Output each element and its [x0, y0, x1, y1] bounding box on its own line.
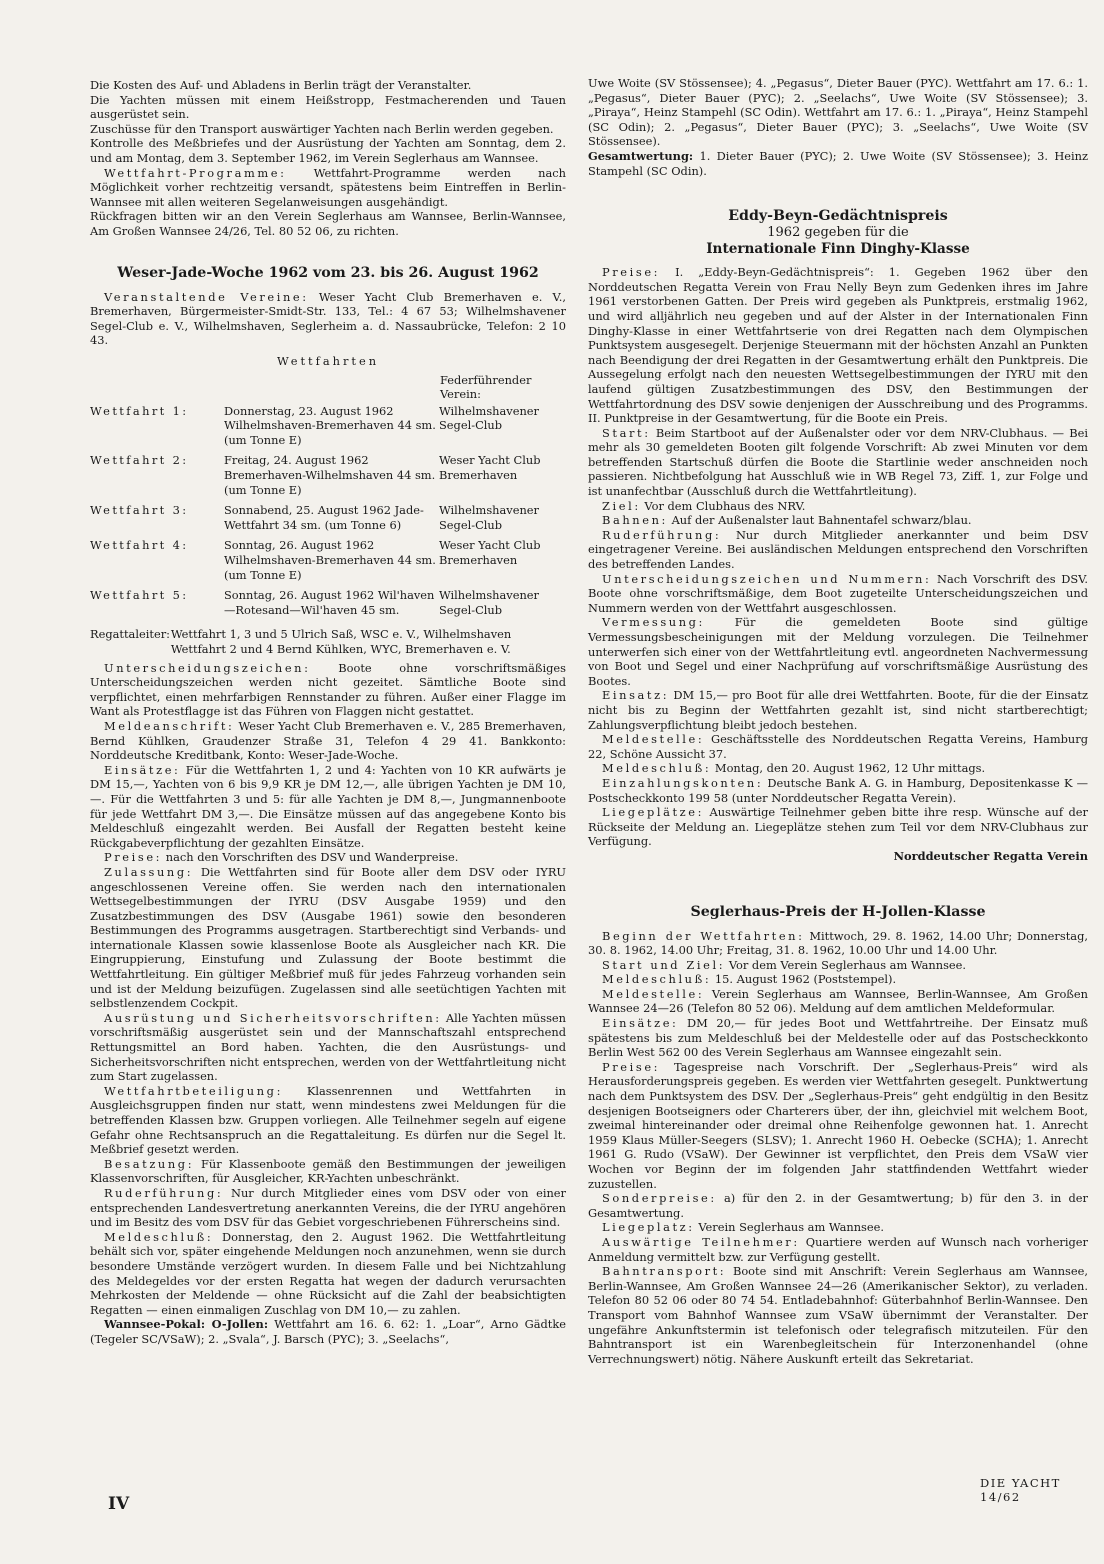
section-paragraph [588, 688, 1088, 732]
section-label: Veranstaltende Vereine: [104, 289, 309, 304]
race-label: Wettfahrt 4: [90, 538, 189, 553]
gesamtwertung-paragraph [588, 149, 1088, 178]
wettfahrten-header: Wettfahrten [276, 353, 380, 368]
section-text: Für die Wettfahrten 1, 2 und 4: Yachten von 10 KR aufwärts je DM 15,—, Yachten von 6 bis 9,9 KR je DM 12,—, alle übrigen Yachten je DM 10,—. Für die Wettfahrten 3 und 5: für alle Yachten je DM 8,—, Jungmannenboote für jede Wettfahrt DM 3,—. Die Einsätze müssen auf das angegebene Konto bis Meldeschluß eingezahlt werden. Bei Ausfall der Regatten besteht keine Rückgabeverpflichtung der gezahlten Einsätze. [90, 762, 566, 850]
section-paragraph [90, 1157, 566, 1186]
section-text: a) für den 2. in der Gesamtwertung; b) für den 3. in der Gesamtwertung. [588, 1191, 1088, 1220]
section-paragraph [588, 1016, 1088, 1060]
section-label: Meldeschluß: [602, 972, 712, 987]
section-text: Für die gemeldeten Boote sind gültige Vermessungsbescheinigungen mit der Meldung vorzulegen. Die Teilnehmer unterwerfen sich einer von der Wettfahrtleitung evtl. angeordneten Nachvermessung von Boot und Segel und einer Nachprüfung auf vorschriftsmäßige Ausrüstung des Bootes. [588, 615, 1088, 688]
section-label: Sonderpreise: [602, 1191, 717, 1206]
seglerhaus-title: Seglerhaus-Preis der H-Jollen-Klasse [690, 903, 986, 920]
section-paragraph [90, 1186, 566, 1230]
section-text: 1. Dieter Bauer (PYC); 2. Uwe Woite (SV Stössensee); 3. Heinz Stampehl (SC Odin). [588, 148, 1088, 178]
section-label: Einsätze: [104, 762, 181, 777]
race-row [90, 404, 566, 454]
regattaleiter-label: Regattaleiter: [90, 627, 170, 642]
section-paragraph [588, 265, 1088, 426]
race-description: Donnerstag, 23. August 1962 Wilhelmshaven-Bremerhaven 44 sm. (um Tonne E) [224, 403, 436, 447]
regattaleiter-block [90, 627, 566, 656]
section-text: Boote sind mit Anschrift: Verein Seglerhaus am Wannsee, Berlin-Wannsee, Am Großen Wannsee 24—26 (Amerikanischer Sektor), zu verladen. Telefon 80 52 06 oder 80 74 54. Entladebahnhof: Güterbahnhof Berlin-Wannsee. Den Transport vom Bahnhof Wannsee zum VSaW übernimmt der Veranstalter. Der ungefähre Ankunftstermin ist telefonisch oder telegrafisch mitzuteilen. Für den Bahntransport ist ein Warenbegleitschein für Interzonenhandel (ohne Verrechnungswert) nötig. Nähere Auskunft erteilt das Sekretariat. [588, 1264, 1088, 1366]
eddy-signature: Norddeutscher Regatta Verein [893, 848, 1088, 863]
race-club: Wilhelmshavener Segel-Club [439, 503, 539, 532]
section-text: Nur durch Mitglieder eines vom DSV oder von einer entsprechenden Landesvertretung anerkannten Vereins, die der IYRU angehören und im Besitz des vom DSV für das Gebiet vorgeschriebenen Führerscheins sind. [90, 1185, 566, 1230]
section-paragraph [588, 1235, 1088, 1264]
section-paragraph [90, 1230, 566, 1318]
section-text: Weser Yacht Club Bremerhaven e. V., 285 Bremerhaven, Bernd Kühlken, Graudenzer Straße 31, Telefon 4 29 41. Bankkonto: Norddeutsche Kreditbank, Konto: Weser-Jade-Woche. [90, 718, 566, 763]
intro-paragraph: Kontrolle des Meßbriefes und der Ausrüstung der Yachten am Sonntag, dem 2. und am Montag, dem 3. September 1962, im Verein Seglerhaus am Wannsee. [90, 136, 566, 165]
section-label: Start und Ziel: [602, 957, 726, 972]
section-label: Ausrüstung und Sicherheitsvorschriften: [104, 1010, 442, 1025]
section-paragraph [588, 513, 1088, 528]
section-label: Meldeanschrift: [104, 718, 235, 733]
section-paragraph [588, 761, 1088, 776]
section-paragraph [588, 1220, 1088, 1235]
veranstaltende-paragraph [90, 290, 566, 348]
section-text: Klassenrennen und Wettfahrten in Ausgleichsgruppen finden nur statt, wenn mindestens zwei Meldungen für die betreffenden Klassen bzw. Gruppen vorliegen. Alle Teilnehmer segeln auf eigene Gefahr ohne Rechtsanspruch an die Regattaleitung. Es dürfen nur die Segel lt. Meßbrief gesetzt werden. [90, 1083, 566, 1157]
section-paragraph [90, 1084, 566, 1157]
race-description: Freitag, 24. August 1962 Bremerhaven-Wilhelmshaven 44 sm. (um Tonne E) [224, 453, 436, 497]
section-text: Vor dem Verein Seglerhaus am Wannsee. [728, 957, 967, 972]
section-paragraph [588, 572, 1088, 616]
section-text: Mittwoch, 29. 8. 1962, 14.00 Uhr; Donnerstag, 30. 8. 1962, 14.00 Uhr; Freitag, 31. 8. 1962, 10.00 Uhr und 14.00 Uhr. [588, 928, 1088, 958]
section-text: Weser Yacht Club Bremerhaven e. V., Bremerhaven, Bürgermeister-Smidt-Str. 133, Tel.: 4 67 53; Wilhelmshavener Segel-Club e. V., Wilhelmshaven, Seglerheim a. d. Nassaubrücke, Telefon: 2 10 43. [90, 289, 567, 348]
section-paragraph [588, 528, 1088, 572]
section-label: Wettfahrtbeteiligung: [104, 1083, 284, 1098]
section-label: Unterscheidungszeichen: [104, 660, 311, 675]
section-text: Auf der Außenalster laut Bahnentafel schwarz/blau. [671, 513, 972, 528]
races-table [90, 404, 566, 624]
page-number: IV [108, 1494, 130, 1514]
section-text: Nur durch Mitglieder anerkannter und beim DSV eingetragener Vereine. Bei ausländischen Meldungen entsprechend den Vorschriften des betreffenden Landes. [588, 527, 1089, 572]
section-label: Meldestelle: [602, 986, 705, 1001]
section-label: Gesamtwertung: [588, 148, 694, 163]
left-column [90, 78, 566, 1347]
section-text: DM 15,— pro Boot für alle drei Wettfahrten. Boote, für die der Einsatz nicht bis zu Beginn der Wettfahrten gezahlt ist, sind nicht startberechtigt; Zahlungsverpflichtung bleibt jedoch bestehen. [588, 688, 1088, 732]
section-text: Beim Startboot auf der Außenalster oder vor dem NRV-Clubhaus. — Bei mehr als 30 gemeldeten Booten gilt folgende Vorschrift: Ab zwei Minuten vor dem betreffenden Startschuß dürfen die Boote die Startlinie weder anschneiden noch passieren. Nichtbefolgung hat Ausschluß wie in WB Regel 73, Ziff. 1, zur Folge und ist unanfechtbar (Ausschluß durch die Wettfahrtleitung). [588, 425, 1088, 499]
eddy-beyn-subtitle: 1962 gegeben für die [767, 225, 909, 241]
section-label: Meldestelle: [602, 732, 705, 747]
race-row [90, 538, 566, 588]
race-club: Weser Yacht Club Bremerhaven [439, 538, 541, 568]
section-text: Für Klassenboote gemäß den Bestimmungen der jeweiligen Klassenvorschriften, für Ausgleicher, KR-Yachten unbeschränkt. [90, 1156, 566, 1186]
section-label: Preise: [602, 1059, 661, 1074]
section-paragraph [588, 958, 1088, 973]
section-text: Tagespreise nach Vorschrift. Der „Seglerhaus-Preis“ wird als Herausforderungspreis gegeben. Es werden vier Wettfahrten gesegelt. Punktwertung nach dem Punktsystem des DSV. Der „Seglerhaus-Preis“ geht endgültig in den Besitz desjenigen Bootseigners oder Charterers über, der ihn, gleichviel mit welchem Boot, zweimal hintereinander oder dreimal ohne Reihenfolge gewonnen hat. 1. Anrecht 1959 Klaus Müller-Seegers (SLSV); 1. Anrecht 1960 H. Oebecke (SCHA); 1. Anrecht 1961 G. Rudo (VSaW). Der Gewinner ist verpflichtet, den Preis dem VSaW vier Wochen vor Beginn der im folgenden Jahr stattfindenden Wettfahrt wieder zuzustellen. [588, 1059, 1088, 1191]
race-label: Wettfahrt 1: [90, 403, 189, 418]
race-club: Wilhelmshavener Segel-Club [439, 588, 539, 617]
section-label: Einsatz: [602, 688, 670, 703]
race-label: Wettfahrt 3: [90, 503, 189, 518]
section-label: Meldeschluß: [104, 1229, 214, 1244]
section-paragraph [90, 850, 566, 865]
race-description: Sonntag, 26. August 1962 Wilhelmshaven-Bremerhaven 44 sm. (um Tonne E) [224, 538, 436, 582]
section-label: Ziel: [602, 498, 641, 513]
section-paragraph [588, 615, 1088, 688]
section-label: Start: [602, 425, 651, 440]
eddy-beyn-title: Eddy-Beyn-Gedächtnispreis [728, 208, 948, 225]
weser-jade-title: Weser-Jade-Woche 1962 vom 23. bis 26. August 1962 [117, 264, 539, 281]
section-text: Alle Yachten müssen vorschriftsmäßig ausgerüstet sein und der Mannschaftszahl entsprechend Rettungsmittel an Bord haben. Yachten, die den Ausrüstungs- und Sicherheitsvorschriften nicht entsprechen, werden von der Wettfahrtleitung nicht zum Start zugelassen. [90, 1010, 567, 1084]
section-text: nach den Vorschriften des DSV und Wanderpreise. [165, 850, 459, 865]
section-label: Wannsee-Pokal: O-Jollen: [104, 1317, 269, 1332]
section-paragraph [588, 426, 1088, 499]
race-description: Sonnabend, 25. August 1962 Jade-Wettfahrt 34 sm. (um Tonne 6) [224, 503, 424, 532]
section-label: Einsätze: [602, 1016, 679, 1031]
section-paragraph [588, 1264, 1088, 1366]
section-text: Verein Seglerhaus am Wannsee, Berlin-Wannsee, Am Großen Wannsee 24—26 (Telefon 80 52 06). Meldung auf dem amtlichen Meldeformular. [588, 986, 1088, 1016]
seglerhaus-sections [588, 929, 1088, 1367]
federfuehrender-header: Federführender Verein: [440, 372, 532, 402]
weser-sections [90, 661, 566, 1318]
section-text: Auswärtige Teilnehmer geben bitte ihre resp. Wünsche auf der Rückseite der Meldung an. Liegeplätze stehen zum Teil vor dem NRV-Clubhaus zur Verfügung. [588, 805, 1088, 849]
regattaleiter-text: Wettfahrt 1, 3 und 5 Ulrich Saß, WSC e. V., Wilhelmshaven Wettfahrt 2 und 4 Bernd Kühlken, WYC, Bremerhaven e. V. [170, 627, 512, 656]
intro-paragraph: Die Yachten müssen mit einem Heißstropp, Festmacherenden und Tauen ausgerüstet sein. [90, 92, 566, 122]
section-paragraph [588, 929, 1088, 958]
rueckfragen-paragraph: Rückfragen bitten wir an den Verein Seglerhaus am Wannsee, Berlin-Wannsee, Am Großen Wannsee 24/26, Tel. 80 52 06, zu richten. [90, 209, 566, 238]
section-paragraph [588, 1060, 1088, 1191]
section-paragraph [588, 776, 1088, 805]
section-paragraph [90, 763, 566, 851]
section-text: Wettfahrt am 16. 6. 62: 1. „Loar“, Arno Gädtke (Tegeler SC/VSaW); 2. „Svala“, J. Barsch (PYC); 3. „Seelachs“, [90, 1317, 567, 1346]
section-label: Einzahlungskonten: [602, 775, 764, 790]
section-label: Bahnen: [602, 513, 668, 528]
race-label: Wettfahrt 5: [90, 588, 189, 603]
eddy-beyn-class: Internationale Finn Dinghy-Klasse [706, 241, 970, 258]
section-label: Auswärtige Teilnehmer: [602, 1234, 800, 1249]
section-label: Wettfahrt-Programme: [104, 165, 287, 180]
section-text: 15. August 1962 (Poststempel). [714, 972, 897, 987]
right-column [588, 76, 1088, 1366]
race-row [90, 503, 566, 538]
eddy-sections [588, 265, 1088, 849]
section-paragraph [588, 987, 1088, 1016]
wannsee-pokal-paragraph [90, 1317, 566, 1346]
intro-paragraph: Die Kosten des Auf- und Abladens in Berlin trägt der Veranstalter. [90, 78, 472, 92]
section-paragraph [90, 1011, 566, 1084]
race-club: Wilhelmshavener Segel-Club [439, 403, 539, 433]
section-text: Wettfahrt-Programme werden nach Möglichkeit vorher rechtzeitig versandt, spätestens beim Eintreffen in Berlin-Wannsee mit allen weiteren Segelanweisungen ausgehändigt. [90, 165, 566, 209]
race-description: Sonntag, 26. August 1962 Wil'haven—Rotesand—Wil'haven 45 sm. [224, 588, 435, 617]
section-label: Vermessung: [602, 615, 705, 630]
section-label: Unterscheidungszeichen und Nummern: [602, 571, 932, 586]
section-text: Nach Vorschrift des DSV. Boote ohne vorschriftsmäßige, dem Boot zugeteilte Unterscheidungszeichen und Nummern werden von der Wettfahrt ausgeschlossen. [588, 571, 1088, 615]
race-label: Wettfahrt 2: [90, 453, 189, 468]
section-paragraph [90, 865, 566, 1011]
section-label: Meldeschluß: [602, 761, 712, 776]
section-text: Montag, den 20. August 1962, 12 Uhr mittags. [714, 761, 986, 776]
section-label: Preise: [602, 265, 661, 280]
section-label: Ruderführung: [104, 1185, 224, 1200]
section-paragraph [588, 732, 1088, 761]
section-paragraph [90, 719, 566, 763]
section-label: Liegeplatz: [602, 1220, 695, 1235]
section-text: Quartiere werden auf Wunsch nach vorheriger Anmeldung vermittelt bzw. zur Verfügung gestellt. [588, 1234, 1088, 1264]
section-text: Verein Seglerhaus am Wannsee. [698, 1220, 885, 1235]
section-text: Geschäftsstelle des Norddeutschen Regatta Vereins, Hamburg 22, Schöne Aussicht 37. [588, 732, 1089, 761]
intro-paragraph: Zuschüsse für den Transport auswärtiger Yachten nach Berlin werden gegeben. [90, 121, 554, 136]
section-text: I. „Eddy-Beyn-Gedächtnispreis“: 1. Gegeben 1962 über den Norddeutschen Regatta Verein von Frau Nelly Beyn zum Gedenken ihres im Jahre 1961 verstorbenen Gatten. Der Preis wird gegeben als Punktpreis, erstmalig 1962, und wird alljährlich neu gegeben und auf der Alster in der Internationalen Finn Dinghy-Klasse in einer Wettfahrtserie von drei Regatten nach dem Olympischen Punktsystem ausgesegelt. Derjenige Steuermann mit der höchsten Anzahl an Punkten nach Beendigung der drei Regatten in der Gesamtwertung erhält den Punktpreis. Die Aussegelung erfolgt nach den neuesten Wettsegelbestimmungen der IYRU mit den laufend gültigen Zusatzbestimmungen des DSV, den Bestimmungen der Wettfahrtordnung des DSV sowie denjenigen der Ausschreibung und des Programms. II. Punktpreise in der Gesamtwertung, für die Boote ein Preis. [588, 265, 1088, 426]
section-label: Ruderführung: [602, 527, 722, 542]
continuation-paragraph: Uwe Woite (SV Stössensee); 4. „Pegasus“, Dieter Bauer (PYC). Wettfahrt am 17. 6.: 1. „Pegasus“, Dieter Bauer (PYC); 2. „Seelachs“, Uwe Woite (SV Stössensee); 3. „Piraya“, Heinz Stampehl (SC Odin). Wettfahrt am 17. 6.: 1. „Piraya“, Heinz Stampehl (SC Odin); 2. „Pegasus“, Dieter Bauer (PYC); 3. „Seelachs“, Uwe Woite (SV Stössensee). [588, 76, 1088, 149]
wettfahrt-programme-paragraph [90, 166, 566, 210]
section-paragraph [90, 661, 566, 719]
section-paragraph [588, 1191, 1088, 1220]
section-text: Die Wettfahrten sind für Boote aller dem DSV oder IYRU angeschlossenen Vereine offen. Sie werden nach den internationalen Wettsegelbestimmungen der IYRU (DSV Ausgabe 1959) und den Zusatzbestimmungen des DSV (Ausgabe 1961) sowie den besonderen Bestimmungen des Programms ausgetragen. Startberechtigt sind Verbands- und internationale Klassen sowie klassenlose Boote als Ausgleicher nach KR. Die Eingruppierung, Einstufung und Zulassung der Boote bestimmt die Wettfahrtleitung. Ein gültiger Meßbrief muß für jedes Fahrzeug vorhanden sein und ist der Meldung beizufügen. Zugelassen sind alle seetüchtigen Yachten mit selbstlenzendem Cockpit. [90, 864, 566, 1011]
section-text: Donnerstag, den 2. August 1962. Die Wettfahrtleitung behält sich vor, später eingehende Meldungen noch anzunehmen, wenn sie durch besondere Umstände verzögert wurden. In diesem Falle und bei Nichtzahlung des Meldegeldes vor der ersten Regatta hat wegen der dadurch verursachten Mehrkosten der Meldende — ohne Rücksicht auf die Zahl der beabsichtigten Regatten — einen einmaligen Zuschlag von DM 10,— zu zahlen. [90, 1229, 567, 1317]
race-club: Weser Yacht Club Bremerhaven [439, 453, 541, 483]
section-label: Liegeplätze: [602, 805, 705, 820]
race-row [90, 453, 566, 503]
section-paragraph [588, 805, 1088, 849]
section-paragraph [588, 972, 1088, 987]
section-label: Zulassung: [104, 864, 194, 879]
section-text: Deutsche Bank A. G. in Hamburg, Depositenkasse K — Postscheckkonto 199 58 (unter Norddeutscher Regatta Verein). [588, 775, 1088, 805]
magazine-issue: DIE YACHT 14/62 [980, 1476, 1061, 1504]
section-label: Beginn der Wettfahrten: [602, 928, 805, 943]
section-label: Besatzung: [104, 1156, 195, 1171]
section-text: DM 20,— für jedes Boot und Wettfahrtreihe. Der Einsatz muß spätestens bis zum Meldeschluß bei der Meldestelle oder auf das Postscheckkonto Berlin West 562 00 des Verein Seglerhaus am Wannsee eingezahlt sein. [588, 1016, 1088, 1060]
section-text: Boote ohne vorschriftsmäßiges Unterscheidungszeichen werden nicht gezeitet. Sämtliche Boote sind verpflichtet, einen mehrfarbigen Rennstander zu führen. Außer einer Flagge im Want als Protestflagge ist das Führen von Flaggen nicht gestattet. [90, 660, 566, 719]
section-label: Bahntransport: [602, 1264, 727, 1279]
section-paragraph [588, 499, 1088, 514]
race-row [90, 588, 566, 623]
section-text: Vor dem Clubhaus des NRV. [644, 498, 806, 513]
section-label: Preise: [104, 850, 163, 865]
